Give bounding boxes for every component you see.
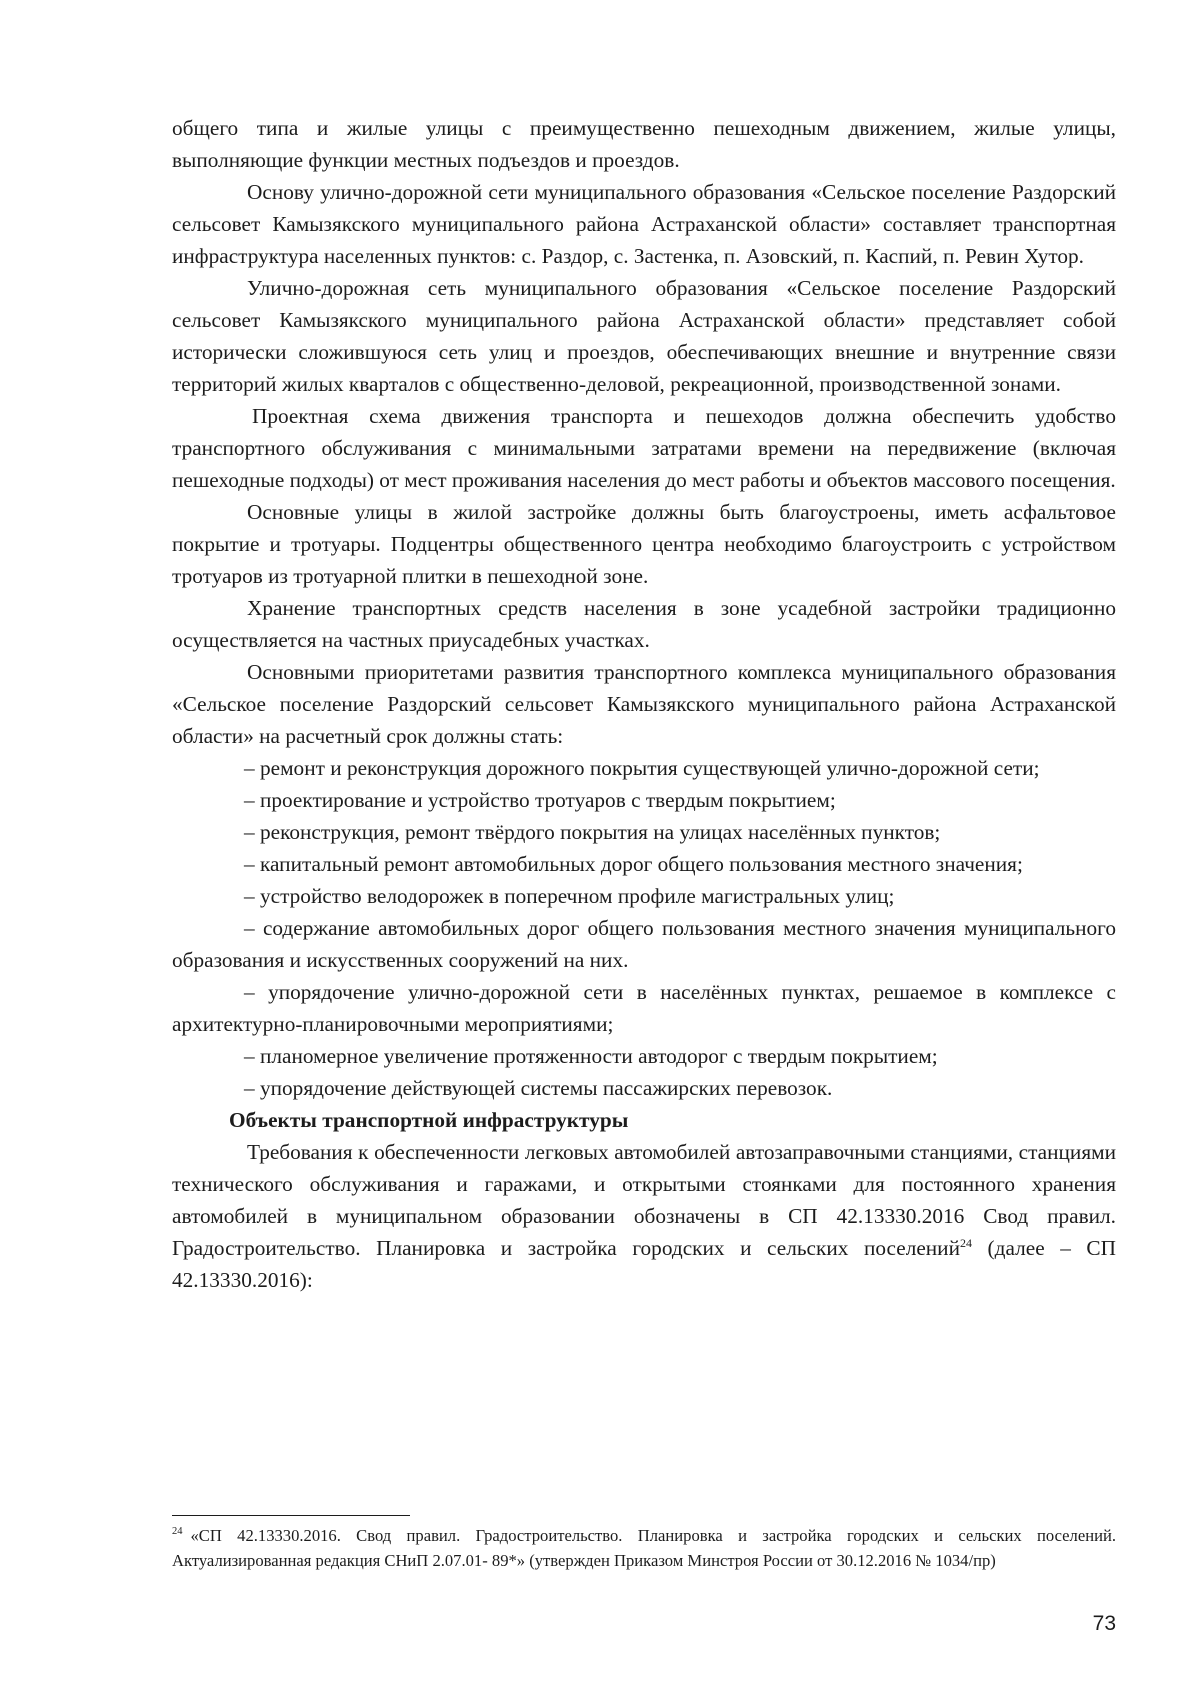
requirements-text: Требования к обеспеченности легковых автомобилей автозаправочными станциями, станциями технического обслуживания и гаражами, и открытыми стоянками для постоянного хранения автомобилей в муниципальном образовании обозначены в СП 42.13330.2016 Свод правил. Градостроительство. Планировка и застройка городских и сельских поселений xyxy=(172,1140,1116,1260)
paragraph-requirements xyxy=(172,1136,1116,1296)
list-item: – проектирование и устройство тротуаров с твердым покрытием; xyxy=(244,788,836,812)
list-item: – устройство велодорожек в поперечном профиле магистральных улиц; xyxy=(244,884,895,908)
footnote-mark: 24 xyxy=(172,1526,183,1538)
list-item: – планомерное увеличение протяженности автодорог с твердым покрытием; xyxy=(244,1044,938,1068)
list-item: – содержание автомобильных дорог общего пользования местного значения муниципального образования и искусственных сооружений на них. xyxy=(172,916,1116,972)
paragraph-main-streets: Основные улицы в жилой застройке должны быть благоустроены, иметь асфальтовое покрытие и тротуары. Подцентры общественного центра необходимо благоустроить с устройством тротуаров из тротуарной плитки в пешеходной зоне. xyxy=(172,500,1116,588)
page-number: 73 xyxy=(1092,1612,1116,1635)
paragraph-traffic-scheme: Проектная схема движения транспорта и пешеходов должна обеспечить удобство транспортного обслуживания с минимальными затратами времени на передвижение (включая пешеходные подходы) от мест проживания населения до мест работы и объектов массового посещения. xyxy=(172,404,1116,492)
paragraph-vehicle-storage: Хранение транспортных средств населения в зоне усадебной застройки традиционно осуществляется на частных приусадебных участках. xyxy=(172,596,1116,652)
footnote-separator xyxy=(172,1515,410,1516)
footnote-text: «СП 42.13330.2016. Свод правил. Градостроительство. Планировка и застройка городских и сельских поселений. Актуализированная редакция СНиП 2.07.01- 89*» (утвержден Приказом Минстроя России от 30.12.2016 № 1034/пр) xyxy=(172,1526,1116,1570)
paragraph-continuation: общего типа и жилые улицы с преимущественно пешеходным движением, жилые улицы, выполняющие функции местных подъездов и проездов. xyxy=(172,116,1116,172)
paragraph-priorities: Основными приоритетами развития транспортного комплекса муниципального образования «Сельское поселение Раздорский сельсовет Камызякского муниципального района Астраханской области» на расчетный срок должны стать: xyxy=(172,660,1116,748)
list-item: – упорядочение улично-дорожной сети в населённых пунктах, решаемое в комплексе с архитектурно-планировочными мероприятиями; xyxy=(172,980,1116,1036)
footnote-reference[interactable]: 24 xyxy=(959,1235,972,1250)
list-item: – капитальный ремонт автомобильных дорог общего пользования местного значения; xyxy=(244,852,1023,876)
list-item: – реконструкция, ремонт твёрдого покрытия на улицах населённых пунктов; xyxy=(244,820,941,844)
list-item: – упорядочение действующей системы пассажирских перевозок. xyxy=(244,1076,833,1100)
section-heading: Объекты транспортной инфраструктуры xyxy=(229,1108,629,1132)
list-item: – ремонт и реконструкция дорожного покрытия существующей улично-дорожной сети; xyxy=(244,756,1040,780)
main-text xyxy=(172,112,1116,1296)
paragraph-road-network-description: Улично-дорожная сеть муниципального образования «Сельское поселение Раздорский сельсовет Камызякского муниципального района Астраханской области» представляет собой исторически сложившуюся сеть улиц и проездов, обеспечивающих внешние и внутренние связи территорий жилых кварталов с общественно-деловой, рекреационной, производственной зонами. xyxy=(172,276,1116,396)
footnote xyxy=(172,1523,1116,1573)
requirements-tail: (далее – СП 42.13330.2016): xyxy=(172,1236,1116,1292)
paragraph-road-network-basis: Основу улично-дорожной сети муниципального образования «Сельское поселение Раздорский сельсовет Камызякского муниципального района Астраханской области» составляет транспортная инфраструктура населенных пунктов: с. Раздор, с. Застенка, п. Азовский, п. Каспий, п. Ревин Хутор. xyxy=(172,180,1116,268)
